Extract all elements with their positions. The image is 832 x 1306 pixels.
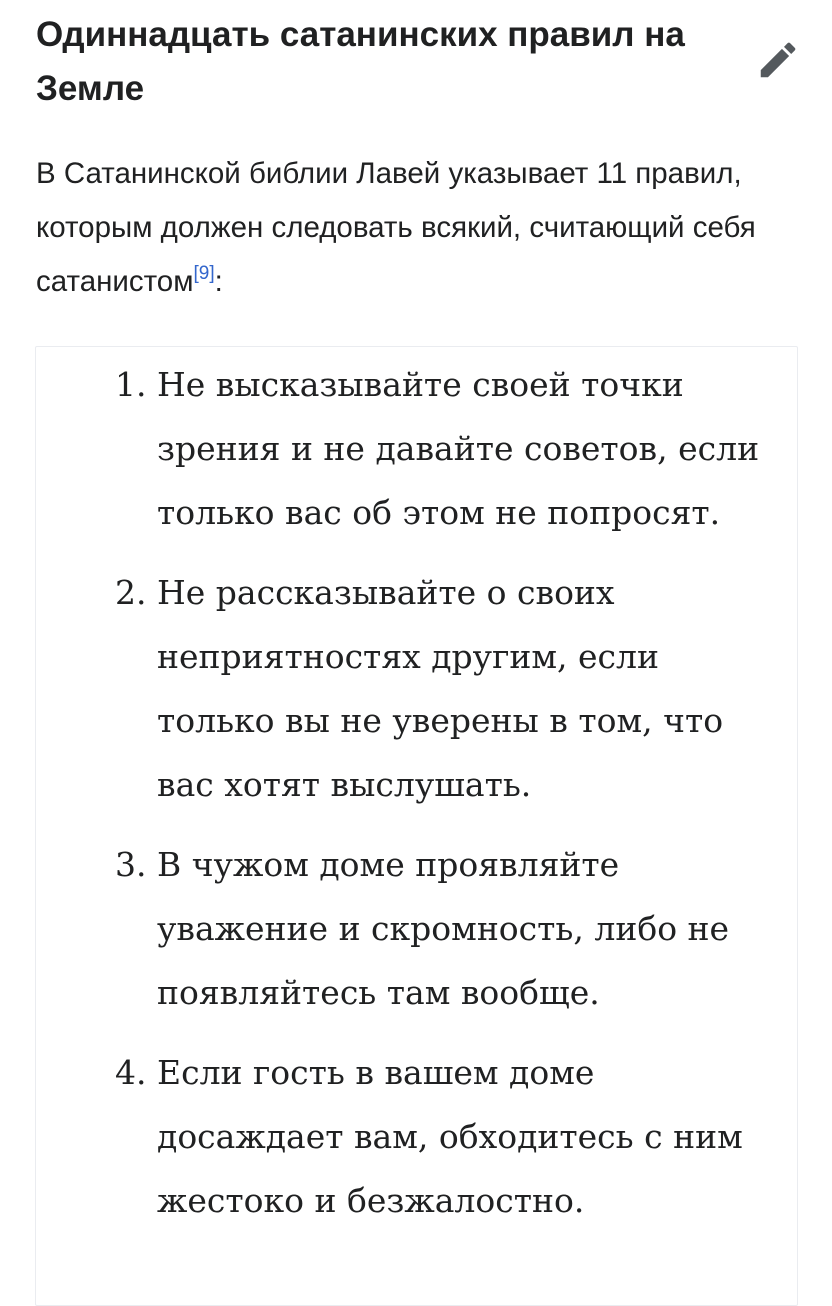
section-title: Одиннадцать сатанинских правил на Земле [36, 15, 685, 108]
reference-link[interactable]: [9] [193, 263, 215, 284]
rules-list [115, 353, 787, 1249]
intro-trailing-colon: : [214, 265, 223, 298]
list-item-number: 3. [115, 845, 147, 884]
list-item-number: 1. [115, 365, 147, 404]
intro-paragraph [36, 147, 776, 309]
list-item-text: Не высказывайте своей точки зрения и не давайте советов, если только вас об этом не попросят. [157, 365, 760, 532]
reference-superscript [193, 263, 214, 284]
pencil-icon [755, 37, 801, 83]
list-item-text: Если гость в вашем доме досаждает вам, обходитесь с ним жестоко и безжалостно. [157, 1053, 743, 1220]
list-item-number: 2. [115, 573, 147, 612]
section-header [36, 8, 726, 116]
list-item-number: 4. [115, 1053, 147, 1092]
edit-section-button[interactable] [752, 34, 804, 86]
list-item-text: В чужом доме проявляйте уважение и скромность, либо не появляйтесь там вообще. [157, 845, 730, 1012]
list-item-text: Не рассказывайте о своих неприятностях другим, если только вы не уверены в том, что вас хотят выслушать. [157, 573, 724, 804]
list-item [115, 833, 787, 1025]
list-item [115, 353, 787, 545]
list-item [115, 561, 787, 817]
list-item [115, 1041, 787, 1233]
intro-text: В Сатанинской библии Лавей указывает 11 правил, которым должен следовать всякий, считающий себя сатанистом [36, 157, 756, 298]
